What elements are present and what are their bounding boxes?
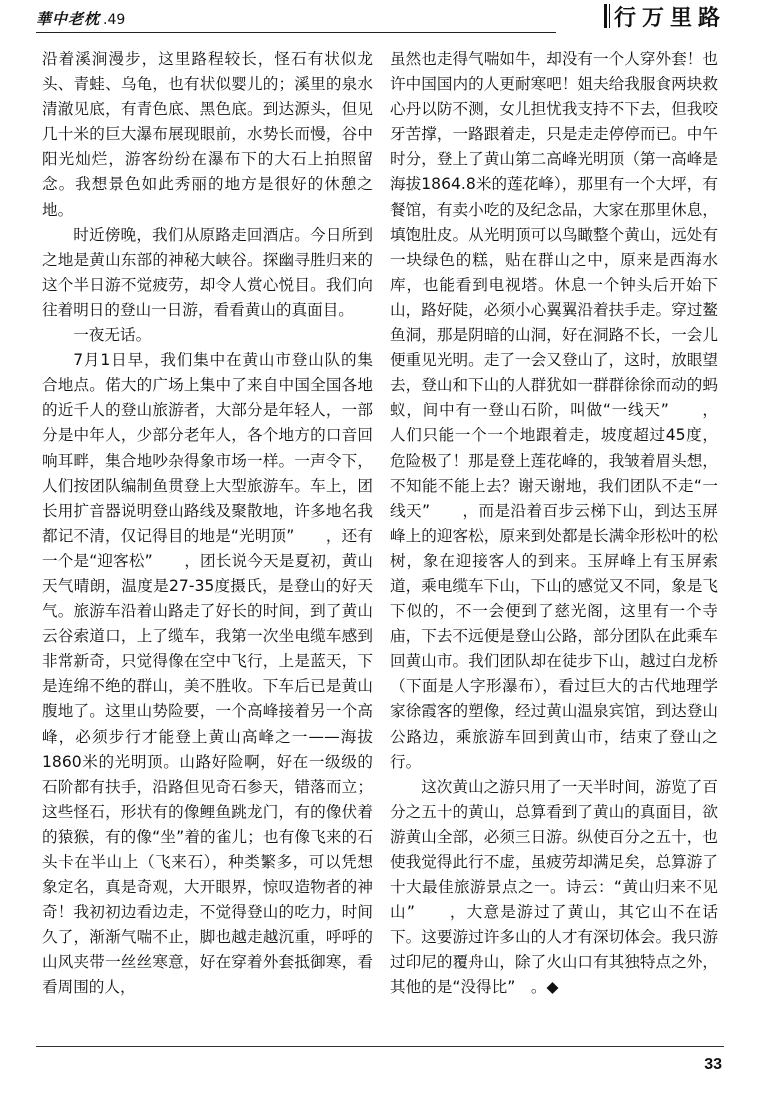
paragraph: 7月1日早，我们集中在黄山市登山队的集合地点。偌大的广场上集中了来自中国全国各地的近千人的登山旅游者，大部分是年轻人，一部分是中年人，少部分老年人，各个地方的口音回响耳畔，集合地吵杂得象市场一样。一声令下，人们按团队编制鱼贯登上大型旅游车。车上，团长用扩音器说明登山路线及聚散地，许多地名我都记不清，仅记得目的地是“光明顶” ，还有一个是“迎客松” ，团长说今天是夏初，黄山天气晴朗，温度是27-35度摄氏，是登山的好天气。旅游车沿着山路走了好长的时间，到了黄山云谷索道口，上了缆车，我第一次坐电缆车感到非常新奇，只觉得像在空中飞行，上是蓝天，下是连绵不绝的群山，美不胜收。下车后已是黄山腹地了。这里山势险要，一个高峰接着另一个高峰，必须步行才能登上黄山高峰之一——海拔1860米的光明顶。山路好险啊，好在一级级的石阶都有扶手，沿路但见奇石参天，错落而立；这些怪石，形状有的像鲤鱼跳龙门，有的像伏着的猿猴，有的像“坐”着的雀儿；也有像飞来的石头卡在半山上（飞来石），种类繁多，可以凭想象定名，真是奇观，大开眼界，惊叹造物者的神奇！我初初边看边走，不觉得登山的吃力，时间久了，渐渐气喘不止，脚也越走越沉重，呼呼的山风夹带一丝丝寒意，好在穿着外套抵御寒，看看周围的人，	[42, 351, 373, 997]
paragraph: 时近傍晚，我们从原路走回酒店。今日所到之地是黄山东部的神秘大峡谷。探幽寻胜归来的这个半日游不觉疲劳，却令人赏心悦目。我们向往着明日的登山一日游，看看黄山的真面目。	[42, 225, 373, 319]
column-title: 行万里路	[614, 6, 727, 31]
paragraph: 沿着溪涧漫步，这里路程较长，怪石有状似龙头、青蛙、乌龟，也有状似婴儿的；溪里的泉水清澈见底，有青色底、黑色底。到达源头，但见几十米的巨大瀑布展现眼前，水势长而慢，谷中阳光灿烂，游客纷纷在瀑布下的大石上拍照留念。我想景色如此秀丽的地方是很好的休憩之地。	[42, 50, 373, 219]
column-title-marker	[604, 4, 607, 28]
footer-divider	[36, 1046, 724, 1047]
header-divider	[36, 32, 556, 33]
left-text-column	[42, 47, 373, 1001]
paragraph: 这次黄山之游只用了一天半时间，游览了百分之五十的黄山，总算看到了黄山的真面目，欲游黄山全部，必须三日游。纵使百分之五十，也使我觉得此行不虚，虽疲劳却满足矣，总算游了十大最佳旅游景点之一。诗云：“黄山归来不见山” ，大意是游过了黄山，其它山不在话下。这要游过许多山的人才有深切体会。我只游过印尼的覆舟山，除了火山口有其独特点之外，其他的是“没得比” 。◆	[390, 777, 718, 997]
page-number: 33	[704, 1056, 722, 1073]
right-text-column	[390, 47, 718, 1001]
magazine-logo: 華中老枕	[36, 10, 101, 28]
magazine-masthead	[36, 8, 125, 30]
column-title-marker-thin	[609, 4, 610, 28]
issue-number: .49	[103, 12, 126, 28]
paragraph: 一夜无话。	[73, 326, 152, 345]
paragraph: 虽然也走得气喘如牛，却没有一个人穿外套！也许中国国内的人更耐寒吧！姐夫给我服食两块救心丹以防不测，女儿担忧我支持不下去，但我咬牙苦撑，一路跟着走，只是走走停停而已。中午时分，登上了黄山第二高峰光明顶（第一高峰是海拔1864.8米的莲花峰），那里有一个大坪，有餐馆，有卖小吃的及纪念品，大家在那里休息，填饱肚皮。从光明顶可以鸟瞰整个黄山，远处有一块绿色的糕，贴在群山之中，原来是西海水库，也能看到电视塔。休息一个钟头后开始下山，路好陡，必须小心翼翼沿着扶手走。穿过鳌鱼洞，那是阴暗的山洞，好在洞路不长，一会儿便重见光明。走了一会又登山了，这时，放眼望去，登山和下山的人群犹如一群群徐徐而动的蚂蚁，间中有一登山石阶，叫做“一线天” ，人们只能一个一个地跟着走，坡度超过45度，危险极了！那是登上莲花峰的，我皱着眉头想，不知能不能上去？谢天谢地，我们团队不走“一线天” ，而是沿着百步云梯下山，到达玉屏峰上的迎客松，原来到处都是长满伞形松叶的松树，象在迎接客人的到来。玉屏峰上有玉屏索道，乘电缆车下山，下山的感觉又不同，象是飞下似的，不一会便到了慈光阁，这里有一个寺庙，下去不远便是登山公路，部分团队在此乘车回黄山市。我们团队却在徒步下山，越过白龙桥（下面是人字形瀑布），看过巨大的古代地理学家徐霞客的塑像，经过黄山温泉宾馆，到达登山公路边，乘旅游车回到黄山市，结束了登山之行。	[390, 50, 718, 771]
